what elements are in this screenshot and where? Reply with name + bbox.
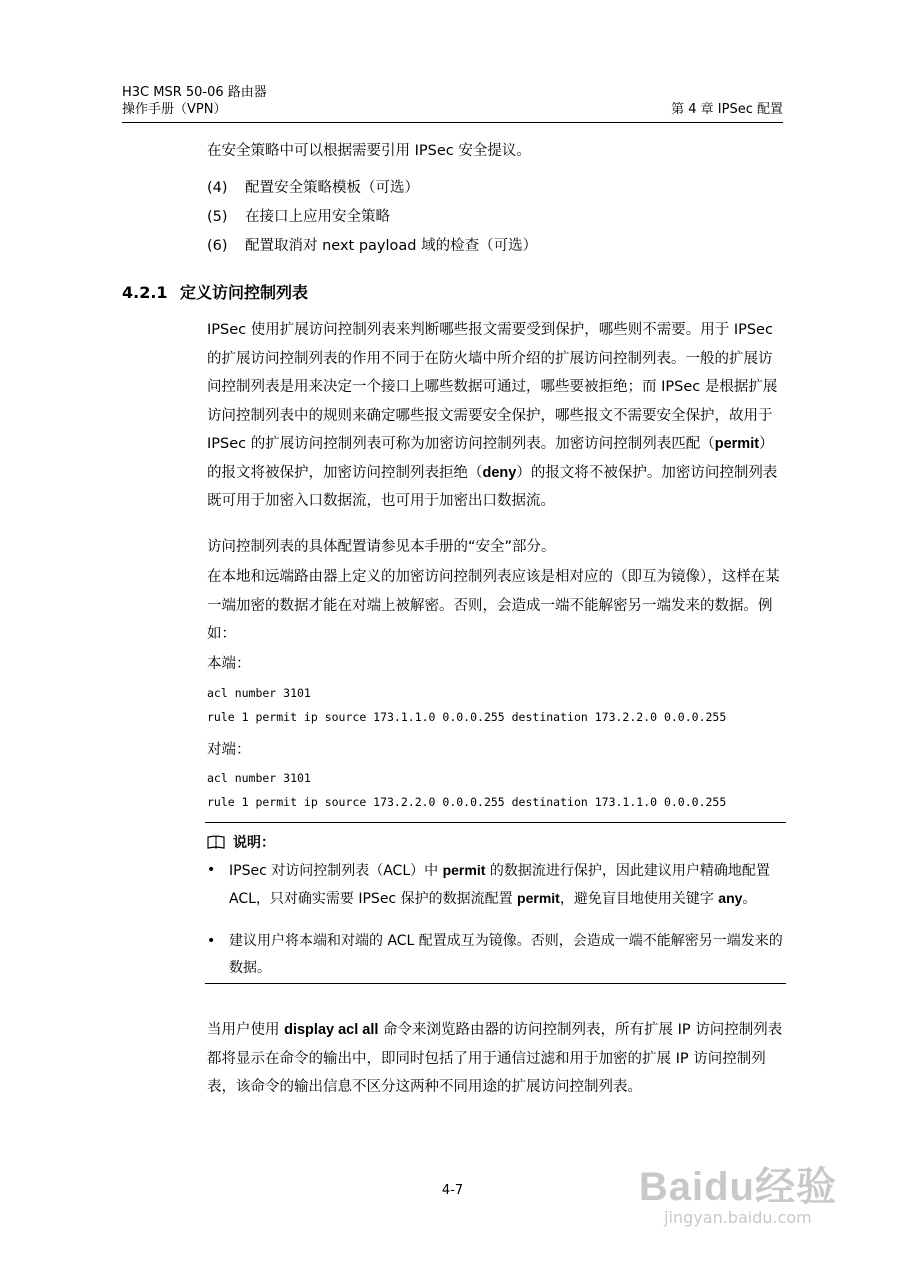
keyword-permit: permit [517,890,560,906]
keyword-permit: permit [714,436,760,452]
note-top-rule [205,822,786,823]
step-4 [207,178,419,198]
paragraph-reference: 访问控制列表的具体配置请参见本手册的“安全”部分。 [207,539,556,555]
header-manual: 操作手册（VPN） [122,102,227,117]
text-run: 。 [742,891,757,907]
remote-code-line-1: acl number 3101 [207,771,311,785]
note-bullet-2 [207,928,785,982]
text-run: IPSec 对访问控制列表（ACL）中 [229,863,443,879]
note-header [207,832,275,852]
text-run: 的数据流进行保护，因此建议用户精确地配置 ACL，只对确实需要 IPSec 保护的数据流配置 [229,863,770,907]
note-bottom-rule [205,983,786,984]
local-code-line-1: acl number 3101 [207,686,311,700]
keyword-permit: permit [442,862,486,878]
baidu-watermark [639,1155,837,1227]
header-product: H3C MSR 50-06 路由器 [122,85,267,100]
command-display-acl-all: display acl all [284,1022,379,1038]
note-bullet-1 [207,857,785,913]
header-divider [122,122,783,123]
step-number: (4) [207,180,228,196]
note-title: 说明： [233,835,275,851]
page-header [122,84,783,118]
paragraph-display-acl [207,1016,785,1102]
step-text: 在接口上应用安全策略 [245,209,390,225]
step-number: (6) [207,238,228,254]
step-5 [207,207,390,227]
local-code-line-2: rule 1 permit ip source 173.1.1.0 0.0.0.255 destination 173.2.2.0 0.0.0.255 [207,710,727,724]
step-text: 配置取消对 next payload 域的检查（可选） [245,238,538,254]
watermark-brand: Baidu经验 [638,1165,837,1209]
bullet-text [229,857,785,913]
paragraph-ipsec-acl [207,316,785,516]
text-run: ）的报文将被保护，加密访问控制列表拒绝（ [207,436,774,481]
header-chapter: 第 4 章 IPSec 配置 [671,102,783,117]
remote-code-line-2: rule 1 permit ip source 173.2.2.0 0.0.0.255 destination 173.1.1.0 0.0.0.255 [207,795,727,809]
keyword-deny: deny [482,464,517,481]
text-run: ，避免盲目地使用关键字 [559,891,719,907]
watermark-url: jingyan.baidu.com [664,1208,812,1227]
bullet-text: 建议用户将本端和对端的 ACL 配置成互为镜像。否则，会造成一端不能解密另一端发来的数据。 [229,933,783,976]
page-number: 4-7 [441,1183,464,1198]
bullet-dot: • [207,933,216,949]
text-run: 当用户使用 [207,1022,285,1038]
section-number: 4.2.1 [122,283,168,302]
local-label: 本端： [207,656,251,672]
section-title: 定义访问控制列表 [180,283,309,302]
remote-label: 对端： [207,742,251,758]
step-text: 配置安全策略模板（可选） [245,180,419,196]
text-run: 命令来浏览路由器的访问控制列表，所有扩展 IP 访问控制列表都将显示在命令的输出中，即同时包括了用于通信过滤和用于加密的扩展 IP 访问控制列表，该命令的输出信息不区分这两种不同用途的扩展访问控制列表。 [207,1022,783,1095]
step-number: (5) [207,209,228,225]
step-6 [207,236,537,256]
text-run: IPSec 使用扩展访问控制列表来判断哪些报文需要受到保护，哪些则不需要。用于 IPSec 的扩展访问控制列表的作用不同于在防火墙中所介绍的扩展访问控制列表。一般的扩展访问控制列表是用来决定一个接口上哪些数据可通过，哪些要被拒绝；而 IPSec 是根据扩展访问控制列表中的规则来确定哪些报文需要安全保护，哪些报文不需要安全保护，故用于 IPSec 的扩展访问控制列表可称为加密访问控制列表。加密访问控制列表匹配（ [207,322,778,452]
section-heading [122,280,308,303]
text-run: ）的报文将不被保护。加密访问控制列表既可用于加密入口数据流，也可用于加密出口数据流。 [207,464,778,509]
bullet-dot: • [207,862,216,878]
paragraph-mirror: 在本地和远端路由器上定义的加密访问控制列表应该是相对应的（即互为镜像），这样在某一端加密的数据才能在对端上被解密。否则，会造成一端不能解密另一端发来的数据。例如： [207,569,780,642]
book-icon [207,835,225,849]
keyword-any: any [718,890,743,906]
intro-text: 在安全策略中可以根据需要引用 IPSec 安全提议。 [207,143,531,159]
